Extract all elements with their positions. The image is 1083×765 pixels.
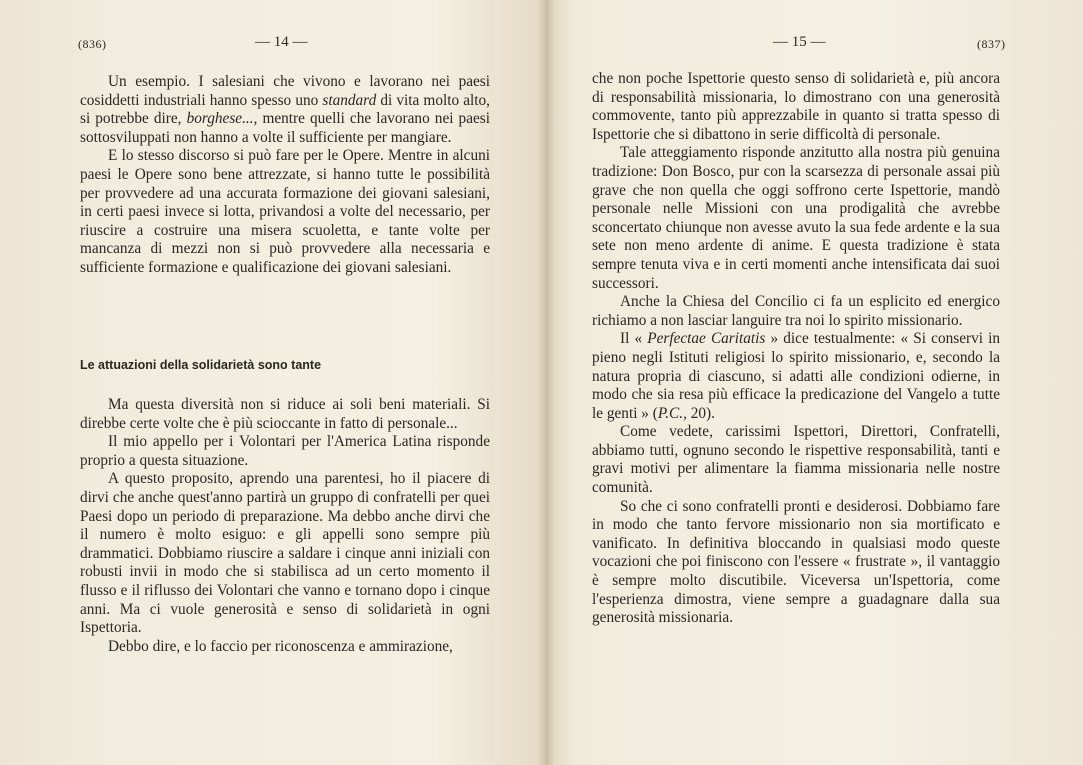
right-page-number: — 15 — bbox=[773, 34, 826, 50]
paragraph: Il « Perfectae Caritatis » dice testualmente: « Si conservi in pieno negli Istituti religiosi lo spirito missionario, e, secondo la natura propria di ciascuno, si adatti alle condizioni odierne, in modo che sia resa più efficace la predicazione del Vangelo a tutte le genti » (P.C., 20). bbox=[592, 330, 1000, 422]
book-gutter bbox=[537, 0, 555, 765]
paragraph: Anche la Chiesa del Concilio ci fa un esplicito ed energico richiamo a non lasciar languire tra noi lo spirito missionario. bbox=[592, 293, 1000, 329]
left-body-block-2 bbox=[80, 396, 490, 656]
paragraph: che non poche Ispettorie questo senso di solidarietà e, più ancora di responsabilità missionaria, lo dimostrano con una generosità commovente, tanto più apprezzabile in quanto si tratta spesso di Ispettorie che si dibattono in serie difficoltà di personale. bbox=[592, 70, 1000, 143]
section-heading: Le attuazioni della solidarietà sono tante bbox=[80, 358, 322, 372]
right-folio-number: (837) bbox=[977, 37, 1006, 51]
paragraph: Ma questa diversità non si riduce ai soli beni materiali. Si direbbe certe volte che è più scioccante in fatto di personale... bbox=[80, 396, 490, 432]
paragraph: Il mio appello per i Volontari per l'America Latina risponde proprio a questa situazione. bbox=[80, 433, 490, 469]
left-body-block-1 bbox=[80, 73, 490, 278]
paragraph: Un esempio. I salesiani che vivono e lavorano nei paesi cosiddetti industriali hanno spesso uno standard di vita molto alto, si potrebbe dire, borghese..., mentre quelli che lavorano nei paesi sottosviluppati non hanno a volte il sufficiente per mangiare. bbox=[80, 73, 491, 146]
paragraph: Tale atteggiamento risponde anzitutto alla nostra più genuina tradizione: Don Bosco, pur con la scarsezza di personale assai più grave che non quella che oggi soffrono certe Ispettorie, mandò personale nelle Missioni con una prodigalità che avrebbe sconcertato chiunque non avesse avuto la sua fede ardente e la sua sete non meno ardente di anime. E questa tradizione è stata sempre tenuta viva e in certi momenti anche intensificata dai suoi successori. bbox=[592, 144, 1000, 292]
right-page bbox=[545, 0, 1083, 765]
paragraph: A questo proposito, aprendo una parentesi, ho il piacere di dirvi che anche quest'anno partirà un gruppo di confratelli per quei Paesi dopo un periodo di preparazione. Ma debbo anche dirvi che il numero è molto esiguo: e gli appelli sono sempre più drammatici. Dobbiamo riuscire a saldare i cinque anni iniziali con robusti invii in modo che si stabilisca ad un certo momento il flusso e il riflusso dei Volontari che vanno e tornano dopo i cinque anni. Ma ci vuole generosità e senso di solidarietà in ogni Ispettoria. bbox=[80, 470, 490, 637]
paragraph: So che ci sono confratelli pronti e desiderosi. Dobbiamo fare in modo che tanto fervore missionario non sia mortificato e vanificato. In definitiva bloccando in qualsiasi modo queste vocazioni che poi finiscono con l'essere « frustrate », il vantaggio è sempre molto discutibile. Viceversa un'Ispettoria, come l'esperienza dimostra, viene sempre a guadagnare dalla sua generosità missionaria. bbox=[592, 497, 1000, 627]
paragraph: Come vedete, carissimi Ispettori, Direttori, Confratelli, abbiamo tutti, ognuno secondo le rispettive responsabilità, tanti e gravi motivi per alimentare la fiamma missionaria nelle nostre comunità. bbox=[592, 423, 1000, 497]
paragraph: E lo stesso discorso si può fare per le Opere. Mentre in alcuni paesi le Opere sono bene attrezzate, si hanno tutte le possibilità per provvedere ad una accurata formazione dei giovani salesiani, in certi paesi invece si lotta, privandosi a volte del necessario, per riuscire a costruire una misera scuoletta, e tante volte per mancanza di mezzi non si può provvedere alla necessaria e sufficiente formazione e qualificazione dei giovani salesiani. bbox=[80, 147, 490, 276]
left-folio-number: (836) bbox=[78, 37, 107, 51]
right-body bbox=[592, 70, 1000, 628]
paragraph: Debbo dire, e lo faccio per riconoscenza e ammirazione, bbox=[108, 637, 453, 655]
left-page-number: — 14 — bbox=[255, 34, 308, 50]
